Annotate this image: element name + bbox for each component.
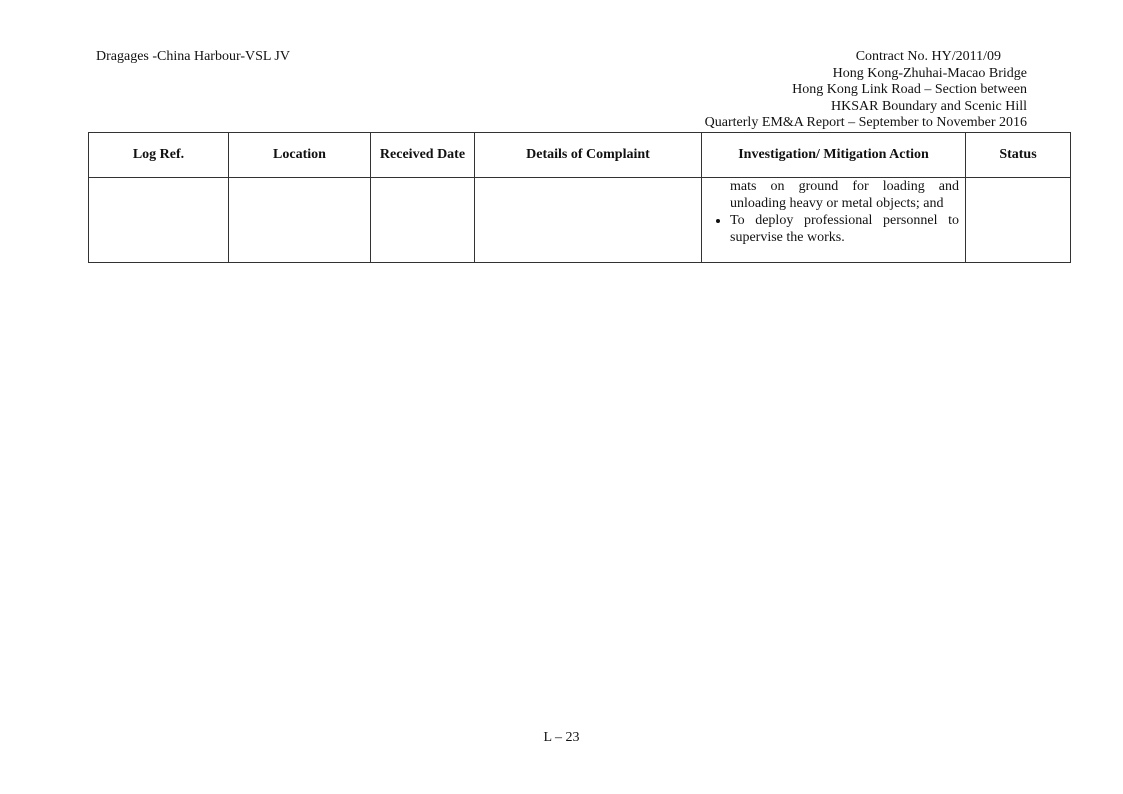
table-row — [89, 178, 1071, 263]
header-contract-number: Contract No. HY/2011/09 — [855, 49, 1001, 64]
header-left-company: Dragages -China Harbour-VSL JV — [96, 49, 290, 64]
column-header-location: Location — [229, 133, 371, 178]
action-bullet-list — [712, 212, 959, 246]
cell-location — [229, 178, 371, 263]
column-header-details: Details of Complaint — [475, 133, 702, 178]
column-header-log-ref: Log Ref. — [89, 133, 229, 178]
cell-received-date — [371, 178, 475, 263]
column-header-action: Investigation/ Mitigation Action — [702, 133, 966, 178]
complaint-log-table — [88, 132, 1071, 263]
cell-status — [966, 178, 1071, 263]
header-right-block — [705, 49, 1027, 133]
page-number: L – 23 — [543, 730, 580, 745]
header-report-title: Quarterly EM&A Report – September to November 2016 — [705, 115, 1027, 133]
action-bullet-item: • To deploy professional personnel to supervise the works. — [730, 212, 959, 246]
action-continuation-text: mats on ground for loading and unloading heavy or metal objects; and — [730, 179, 959, 211]
column-header-status: Status — [966, 133, 1071, 178]
column-header-received-date: Received Date — [371, 133, 475, 178]
cell-details — [475, 178, 702, 263]
cell-log-ref — [89, 178, 229, 263]
header-project-name: Hong Kong-Zhuhai-Macao Bridge — [832, 65, 1027, 81]
cell-action — [702, 178, 966, 263]
header-section-line2: HKSAR Boundary and Scenic Hill — [831, 98, 1027, 114]
header-section-line1: Hong Kong Link Road – Section between — [792, 82, 1027, 97]
table-header-row — [89, 133, 1071, 178]
